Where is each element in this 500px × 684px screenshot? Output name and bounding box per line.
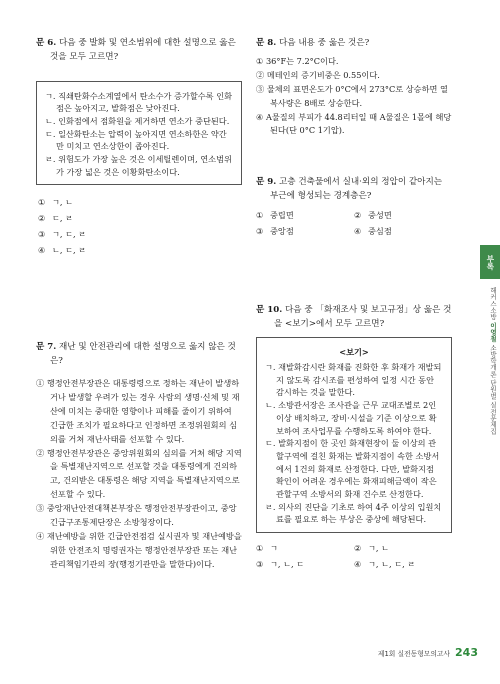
question-8 — [256, 37, 452, 138]
appendix-side-tab[interactable]: 부록 — [480, 245, 500, 279]
statement: ㄱ. 직쇄탄화수소계열에서 탄소수가 증가할수록 인화점은 높아지고, 발화점은 낮아진다. — [45, 90, 233, 114]
option-4[interactable]: ④ ㄴ, ㄷ, ㄹ — [38, 245, 87, 256]
question-6 — [36, 37, 242, 259]
question-8-options — [256, 55, 452, 139]
question-7-text: 재난 및 안전관리에 대한 설명으로 옳지 않은 것은? — [50, 342, 236, 367]
question-7-number: 문 7. — [36, 342, 57, 353]
option-1[interactable]: ① 중립면 — [256, 209, 294, 220]
question-6-options — [36, 195, 242, 259]
page-number: 243 — [455, 645, 478, 659]
question-10-bogi-box — [256, 337, 452, 533]
option-3[interactable]: ③ ㄱ, ㄴ, ㄷ — [256, 559, 305, 570]
question-6-title — [36, 37, 242, 65]
question-10-number: 문 10. — [256, 304, 283, 315]
question-6-number: 문 6. — [36, 38, 57, 48]
question-6-statement-box — [36, 81, 242, 186]
statement: ㄴ. 인화점에서 점화원을 제거하면 연소가 중단된다. — [45, 115, 230, 126]
question-10 — [256, 304, 452, 573]
option-2[interactable]: ② 행정안전부장관은 중앙위원회의 심의를 거쳐 해당 지역을 특별재난지역으로 선포할 것을 대통령에게 건의하고, 건의받은 대통령은 해당 지역을 특별재난지역으로 선포할 수 있다. — [36, 447, 242, 500]
option-1[interactable]: ① ㄱ, ㄴ — [38, 197, 74, 208]
question-8-text: 다음 내용 중 옳은 것은? — [279, 38, 370, 48]
statement: ㄷ. 발화지점이 한 곳인 화재현장이 둘 이상의 관할구역에 걸친 화재는 발화지점이 속한 소방서에서 1건의 화재로 산정한다. 다만, 발화지점 확인이 어려운 경우에는 화재피해금액이 작은 관할구역 소방서의 화재 건수로 산정한다. — [265, 438, 440, 500]
option-4[interactable]: ④ 재난예방을 위한 긴급안전점검 실시권자 및 재난예방을 위한 안전조치 명령권자는 행정안전부장관 또는 재난관리책임기관의 장(행정기관만을 말한다)이다. — [36, 531, 242, 570]
question-10-title — [256, 304, 452, 332]
question-10-options — [256, 541, 452, 573]
question-7-options — [36, 377, 242, 572]
option-3[interactable]: ③ 중앙재난안전대책본부장은 행정안전부장관이고, 중앙긴급구조통제단장은 소방청장이다. — [36, 503, 237, 528]
option-4[interactable]: ④ A물질의 부피가 44.8리터일 때 A물질은 1몰에 해당된다(단 0°C 1기압). — [256, 111, 452, 136]
question-7 — [36, 341, 242, 572]
right-column — [256, 37, 452, 573]
question-6-text: 다음 중 발화 및 연소범위에 대한 설명으로 옳은 것을 모두 고르면? — [50, 38, 236, 62]
statement: ㄹ. 위험도가 가장 높은 것은 이세틸렌이며, 연소범위가 가장 넓은 것은 이황화탄소이다. — [45, 154, 232, 177]
bogi-title: <보기> — [339, 347, 369, 358]
option-1[interactable]: ① ㄱ — [256, 543, 278, 554]
option-3[interactable]: ③ 물체의 표면온도가 0°C에서 273°C로 상승하면 열복사량은 8배로 상승한다. — [256, 83, 448, 108]
question-9-options — [256, 208, 452, 240]
statement: ㄴ. 소방관서장은 조사관을 근무 교대조별로 2인 이상 배치하고, 장비·시설을 기준 이상으로 확보하여 조사업무를 수행하도록 하여야 한다. — [265, 400, 437, 436]
statement: ㄷ. 일산화탄소는 압력이 높아지면 연소하한은 약간만 미치고 연소상한이 좁아진다. — [45, 128, 227, 152]
question-9-title — [256, 176, 452, 204]
option-2[interactable]: ② 메테인의 증기비중은 0.55이다. — [256, 69, 380, 80]
statement: ㄹ. 의사의 진단을 기초로 하여 4주 이상의 입원치료를 필요로 하는 부상은 중상에 해당된다. — [265, 501, 442, 525]
book-title-vertical: 해커스소방 이영철 소방학개론 단원별 실전문제집 — [489, 287, 497, 435]
option-2[interactable]: ② ㄱ, ㄴ — [354, 543, 390, 554]
question-8-title — [256, 37, 452, 51]
statement: ㄱ. 재발화감시란 화재를 진화한 후 화재가 재발되지 않도록 감시조를 편성하여 일정 시간 동안 감시하는 것을 말한다. — [265, 362, 442, 398]
option-1[interactable]: ① 행정안전부장관은 대통령령으로 정하는 재난이 발생하거나 발생할 우려가 있는 경우 사람의 생명·신체 및 재산에 미치는 중대한 영향이나 피해를 줄이기 위하여 긴급한 조치가 필요하다고 인정하면 조정위원회의 심의를 거쳐 재난사태를 선포할 수 있다. — [36, 377, 240, 444]
question-10-text: 다음 중 「화재조사 및 보고규정」상 옳은 것을 <보기>에서 모두 고르면? — [274, 304, 452, 329]
left-column — [36, 37, 242, 572]
option-2[interactable]: ② 중성면 — [354, 209, 392, 220]
option-2[interactable]: ② ㄷ, ㄹ — [38, 213, 74, 224]
option-4[interactable]: ④ ㄱ, ㄴ, ㄷ, ㄹ — [354, 559, 416, 570]
question-8-number: 문 8. — [256, 38, 277, 48]
question-9-text: 고층 건축물에서 실내·외의 정압이 같아지는 부근에 형성되는 경계층은? — [270, 177, 443, 202]
question-7-title — [36, 341, 242, 369]
option-1[interactable]: ① 36°F는 7.2°C이다. — [256, 55, 339, 66]
question-9 — [256, 176, 452, 239]
option-3[interactable]: ③ ㄱ, ㄷ, ㄹ — [38, 229, 87, 240]
option-3[interactable]: ③ 중앙점 — [256, 225, 294, 236]
option-4[interactable]: ④ 중심점 — [354, 225, 392, 236]
page-footer — [378, 644, 478, 661]
footer-label: 제1회 실전동형모의고사 — [377, 649, 451, 658]
question-9-number: 문 9. — [256, 177, 277, 188]
